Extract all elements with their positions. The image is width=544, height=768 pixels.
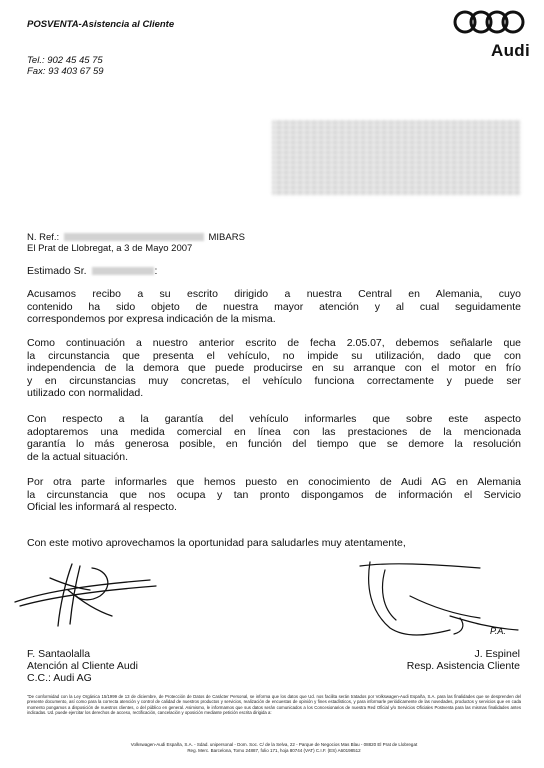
department-title: POSVENTA-Asistencia al Cliente [27,19,175,30]
legal-notice: "De conformidad con la Ley Orgánica 15/1999 de 13 de diciembre, de Protección de Datos de Carácter Personal, se informa que los datos que Ud. nos facilita serán tratados por Volkswagen-Audi España, S.A. para las finalidades que se desprenden del presente documento, así como para la correcta atención y control de calidad de nuestros productos y servicios, realización de encuestas de opinión y fines estadísticos, y para informarle periódicamente de las novedades, productos y servicios que en cada momento pongamos a disposición de nuestros clientes, o del público en general. Asimismo, le informamos que sus datos serán comunicados a los Concesionarios de nuestra Red Oficial y/o Servicios Oficiales Postventa para las mismas finalidades antes indicadas. Ud. puede ejercitar los derechos de acceso, rectificación, cancelación y oposición mediante petición escrita dirigida a: [27,694,521,715]
paragraph-3 [27,413,521,463]
signature-left [10,560,160,630]
company-registry: Reg. Merc. Barcelona, Tomo 24887, folio 171, hoja 80744 (VAT) C.I.F. (ES) A60198512 [187,748,361,753]
paragraph-line: la circunstancia que nos ocupa y tan pronto dispongamos de información el Servicio [27,488,521,501]
signatory-right-name: J. Espinel [474,648,520,660]
paragraph-line: garantía lo más generosa posible, en función del tiempo que se demore la resolución [27,438,521,450]
phone-number: Tel.: 902 45 45 75 [27,55,103,66]
paragraph-2 [27,337,521,400]
signature-right [330,556,530,638]
greeting: Estimado Sr. : [27,265,158,277]
paragraph-4 [27,476,521,514]
paragraph-line: Como continuación a nuestro anterior escrito de fecha 2.05.07, debemos señalarle que [27,337,521,349]
paragraph-line: correspondemos por expresa indicación de la misma. [27,313,276,325]
contact-block [27,55,104,77]
greeting-text: Estimado Sr. [27,265,87,277]
paragraph-line: independencia de la demora que puede producirse en su arranque con el motor en frío [27,362,521,374]
company-footer [27,742,521,754]
audi-logo [450,8,530,60]
redacted-name [92,267,154,275]
date-line: El Prat de Llobregat, a 3 de Mayo 2007 [27,243,193,254]
fax-number: Fax: 93 403 67 59 [27,66,104,77]
brand-wordmark: Audi [491,41,530,60]
paragraph-line: Oficial les informará al respecto. [27,501,177,513]
signature-initials: P.A. [490,626,506,636]
carbon-copy: C.C.: Audi AG [27,672,92,684]
paragraph-line: Acusamos recibo a su escrito dirigido a nuestra Central en Alemania, cuyo [27,288,521,300]
paragraph-line: utilizado con normalidad. [27,387,144,399]
paragraph-line: y en circunstancias muy concretas, el vehículo funciona correctamente y puede ser [27,374,521,387]
paragraph-line: adoptaremos una medida comercial en línea con las prestaciones de la mencionada [27,425,521,438]
closing-line: Con este motivo aprovechamos la oportunidad para saludarles muy atentamente, [27,537,406,549]
paragraph-line: Con respecto a la garantía del vehículo informarles que sobre este aspecto [27,413,521,425]
paragraph-line: de la actual situación. [27,450,128,463]
audi-rings-icon [450,8,530,38]
signatory-left-name: F. Santaolalla [27,648,91,660]
paragraph-1 [27,288,521,326]
redacted-address [272,120,520,196]
signatory-left [27,648,138,684]
reference-prefix: N. Ref.: [27,232,60,243]
paragraph-line: Por otra parte informarles que hemos puesto en conocimiento de Audi AG en Alemania [27,476,521,488]
reference-suffix: MIBARS [208,232,245,243]
reference-line [27,232,245,243]
redacted-reference [64,233,204,241]
signatory-right-role: Resp. Asistencia Cliente [406,660,520,672]
paragraph-line: la circunstancia que presenta el vehículo, no impide su utilización, dado que con [27,349,521,362]
paragraph-line: contenido ha sido objeto de nuestra mayor atención y al cual seguidamente [27,300,521,313]
signatory-left-role: Atención al Cliente Audi [27,660,138,672]
company-address: Volkswagen-Audi España, S.A. - Sdad. unipersonal - Dom. Soc. C/ de la Selva, 22 - Parque de Negocios Mas Blau - 08820 El Prat de Llobregat [130,742,418,747]
signatory-right [407,648,520,672]
